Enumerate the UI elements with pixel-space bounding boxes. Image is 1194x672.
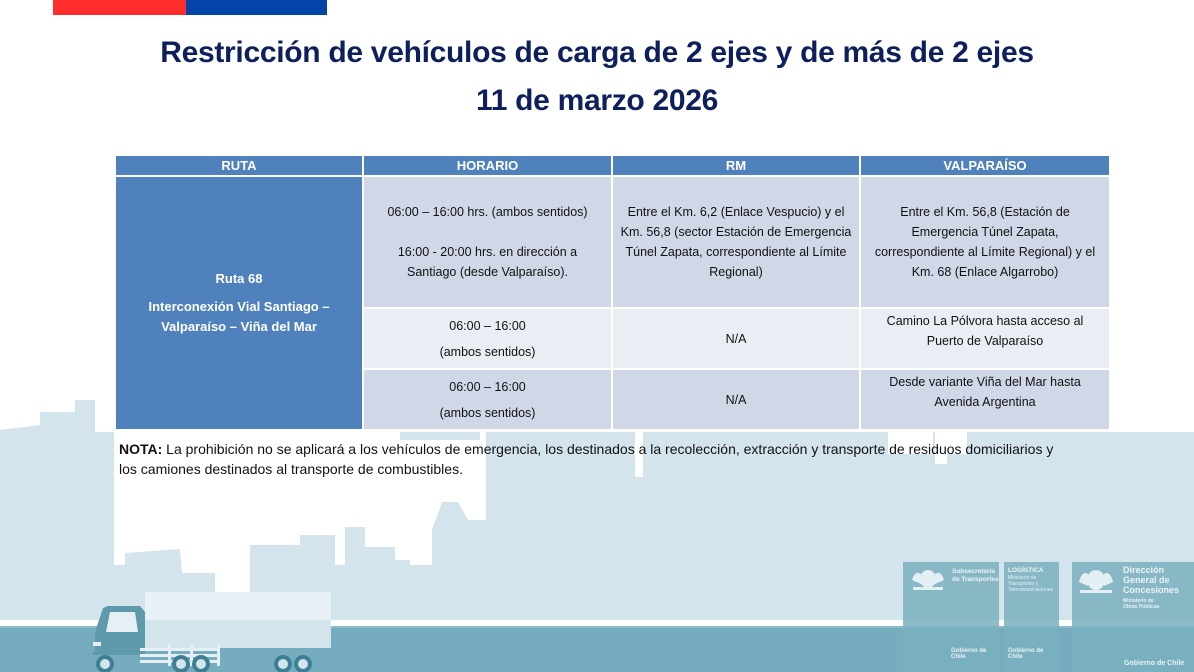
logo-text: Transportes y bbox=[1008, 581, 1039, 587]
horario-cell bbox=[363, 369, 612, 430]
page-date: 11 de marzo 2026 bbox=[475, 84, 719, 117]
horario-line-1: 06:00 – 16:00 bbox=[449, 379, 526, 394]
horario-line-1: 06:00 – 16:00 bbox=[449, 318, 526, 333]
ruta-description: Interconexión Vial Santiago – Valparaíso – Viña del Mar bbox=[148, 299, 330, 334]
horario-line-2: (ambos sentidos) bbox=[439, 344, 536, 359]
logo-text: Ministerio de bbox=[1008, 575, 1037, 581]
horario-line-2: (ambos sentidos) bbox=[439, 405, 536, 420]
logo-direccion-concesiones bbox=[1072, 562, 1194, 672]
horario-line-2: 16:00 - 20:00 hrs. en dirección a Santiago (desde Valparaíso). bbox=[397, 245, 578, 279]
chile-coat-of-arms-icon bbox=[909, 566, 947, 592]
logo-subsecretaria-transportes bbox=[903, 562, 999, 672]
logo-footer-text: Gobierno de Chile bbox=[1008, 648, 1044, 660]
header-ruta: RUTA bbox=[115, 155, 363, 176]
note-paragraph bbox=[119, 439, 1059, 479]
flag-red-stripe bbox=[53, 0, 186, 15]
ruta-cell bbox=[115, 176, 363, 430]
logo-text: Concesiones bbox=[1123, 585, 1180, 595]
horario-cell bbox=[363, 308, 612, 369]
ruta-name: Ruta 68 bbox=[215, 271, 263, 286]
page-title: Restricción de vehículos de carga de 2 ejes y de más de 2 ejes bbox=[160, 36, 1034, 69]
logo-text: General de bbox=[1123, 575, 1170, 585]
logo-logistica bbox=[1004, 562, 1059, 672]
horario-line-1: 06:00 – 16:00 hrs. (ambos sentidos) bbox=[387, 205, 588, 219]
flag-blue-stripe bbox=[186, 0, 327, 15]
chile-flag-stripe bbox=[53, 0, 327, 15]
table-header-row bbox=[115, 155, 1110, 176]
logo-text: LOGÍSTICA bbox=[1008, 567, 1044, 574]
header-valparaiso: VALPARAÍSO bbox=[860, 155, 1110, 176]
header-horario: HORARIO bbox=[363, 155, 612, 176]
rm-cell: N/A bbox=[612, 308, 860, 369]
header-rm: RM bbox=[612, 155, 860, 176]
valparaiso-cell: Desde variante Viña del Mar hasta Avenida Argentina bbox=[860, 369, 1110, 430]
logo-text: Ministerio de bbox=[1123, 598, 1154, 604]
note-text: La prohibición no se aplicará a los vehículos de emergencia, los destinados a la recolección, extracción y transporte de residuos domiciliarios y los camiones destinados al transporte de combustibles. bbox=[119, 441, 1054, 477]
logo-footer-text: Gobierno de Chile bbox=[951, 648, 987, 660]
rm-cell: N/A bbox=[612, 369, 860, 430]
restriction-table bbox=[114, 154, 1111, 431]
logo-text: Obras Públicas bbox=[1123, 604, 1160, 610]
chile-coat-of-arms-icon bbox=[1076, 566, 1116, 596]
logo-text: Dirección bbox=[1123, 565, 1165, 575]
horario-cell bbox=[363, 176, 612, 308]
table-row bbox=[115, 176, 1110, 308]
logo-footer-text: Gobierno de Chile bbox=[1124, 660, 1185, 667]
logo-text: de Transportes bbox=[952, 576, 999, 583]
logo-text: Telecomunicaciones bbox=[1008, 587, 1054, 593]
valparaiso-cell: Entre el Km. 56,8 (Estación de Emergencia Túnel Zapata, correspondiente al Límite Regional) y el Km. 68 (Enlace Algarrobo) bbox=[860, 176, 1110, 308]
note-label: NOTA: bbox=[119, 441, 163, 457]
logo-text: Subsecretaría bbox=[952, 568, 995, 575]
rm-cell: Entre el Km. 6,2 (Enlace Vespucio) y el Km. 56,8 (sector Estación de Emergencia Túnel Zapata, correspondiente al Límite Regional) bbox=[612, 176, 860, 308]
valparaiso-cell: Camino La Pólvora hasta acceso al Puerto de Valparaíso bbox=[860, 308, 1110, 369]
